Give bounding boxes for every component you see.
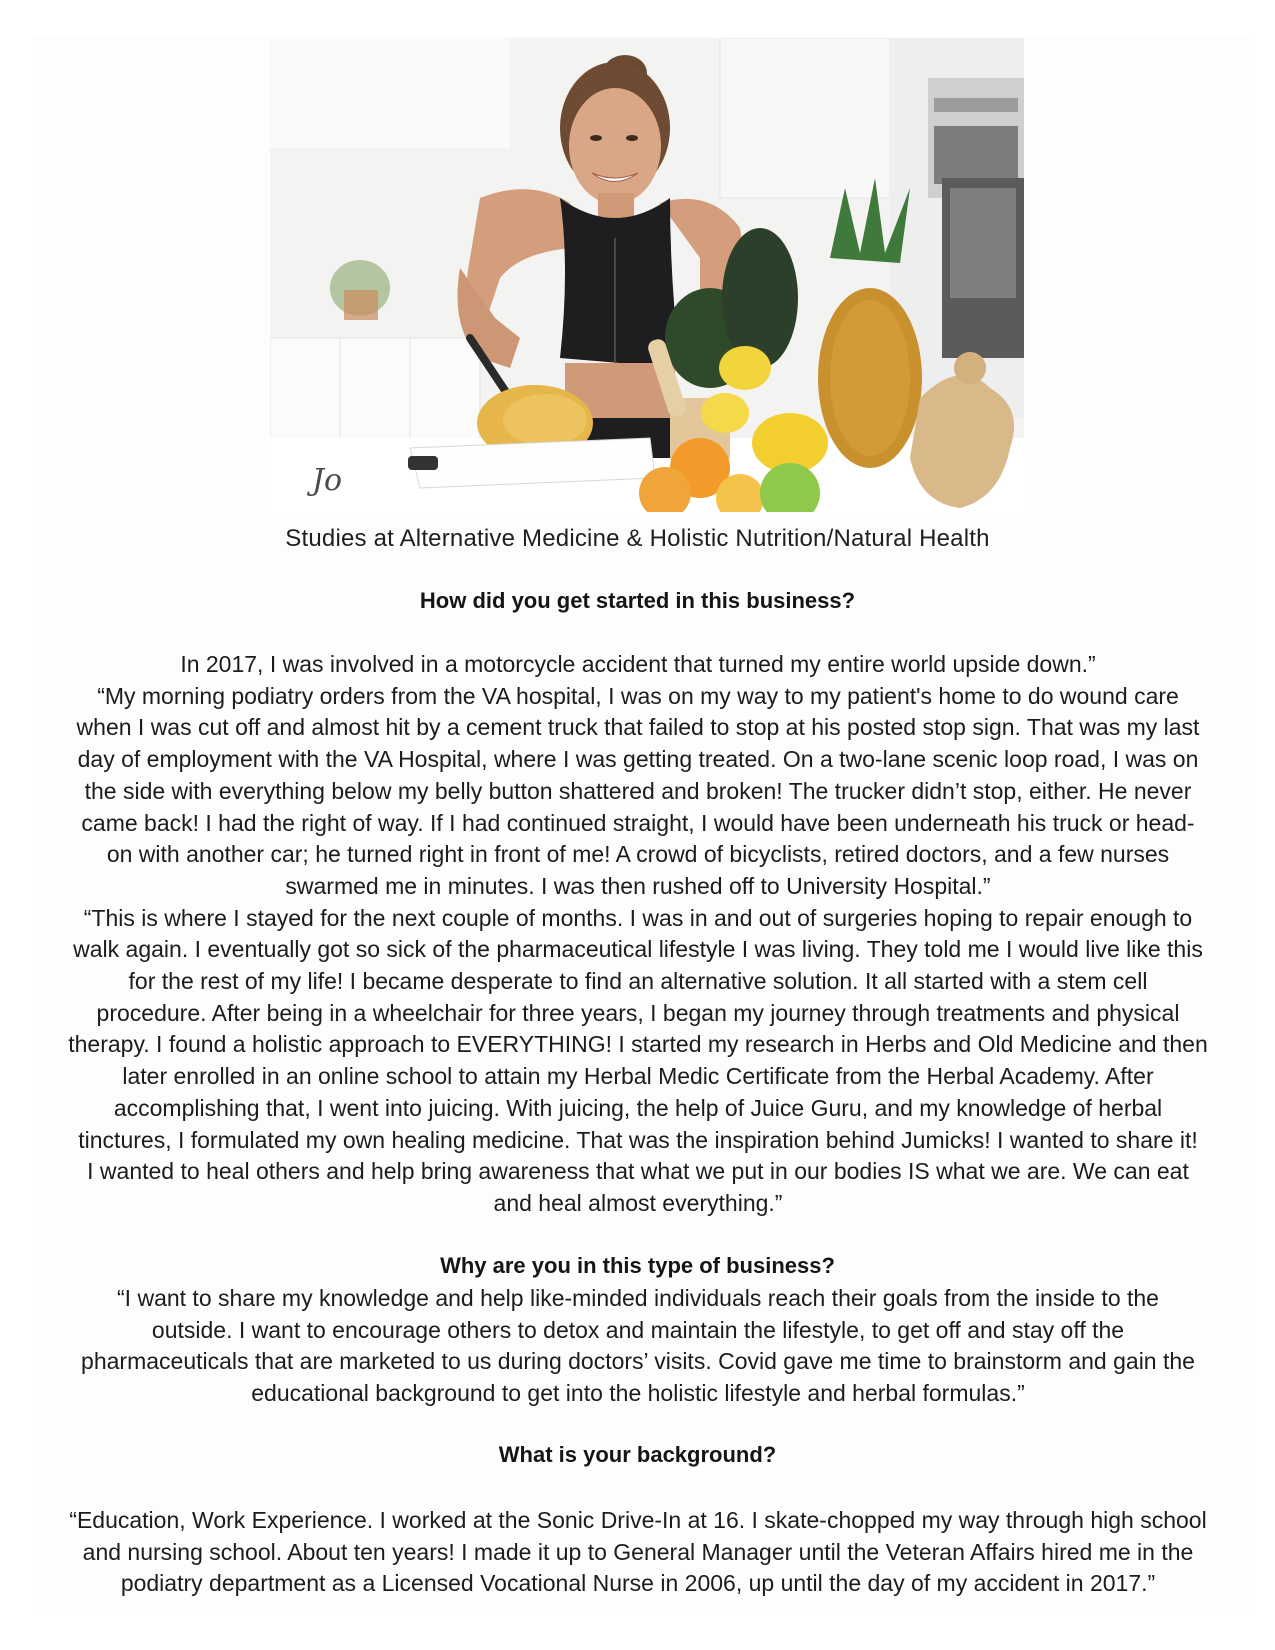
text-line: outside. I want to encourage others to detox and maintain the lifestyle, to get off and stay off the <box>151 1316 1125 1343</box>
text-line: “My morning podiatry orders from the VA hospital, I was on my way to my patient's home to do wound care <box>97 682 1179 709</box>
text-line: when I was cut off and almost hit by a cement truck that failed to stop at his posted stop sign. That was my last <box>76 714 1200 741</box>
text-line: later enrolled in an online school to attain my Herbal Medic Certificate from the Herbal Academy. After <box>122 1063 1154 1090</box>
section-paragraph-why <box>34 1283 1242 1410</box>
section-heading-started: How did you get started in this business? <box>419 588 856 613</box>
text-line: for the rest of my life! I became desperate to find an alternative solution. It all started with a stem cell <box>128 968 1148 995</box>
text-line: therapy. I found a holistic approach to EVERYTHING! I started my research in Herbs and Old Medicine and then <box>68 1031 1208 1058</box>
text-line: came back! I had the right of way. If I had continued straight, I would have been underneath his truck or head- <box>81 809 1195 836</box>
text-line: walk again. I eventually got so sick of the pharmaceutical lifestyle I was living. They told me I would live like this <box>73 936 1203 963</box>
text-line: and nursing school. About ten years! I made it up to General Manager until the Veteran Affairs hired me in the <box>82 1538 1194 1565</box>
section-paragraph-started <box>34 649 1242 1220</box>
photographer-signature: Jo <box>312 463 343 498</box>
text-line: pharmaceuticals that are marketed to us during doctors’ visits. Covid gave me time to brainstorm and gain the <box>81 1348 1195 1375</box>
text-line: In 2017, I was involved in a motorcycle accident that turned my entire world upside down.” <box>180 651 1096 677</box>
text-line: I wanted to heal others and help bring awareness that what we put in our bodies IS what we are. We can eat <box>87 1158 1189 1185</box>
text-line: “This is where I stayed for the next couple of months. I was in and out of surgeries hoping to repair enough to <box>83 904 1193 931</box>
section-heading-why: Why are you in this type of business? <box>440 1253 835 1278</box>
caption: Studies at Alternative Medicine & Holistic Nutrition/Natural Health <box>285 525 990 552</box>
text-line: swarmed me in minutes. I was then rushed off to University Hospital.” <box>285 872 991 899</box>
text-line: day of employment with the VA Hospital, where I was getting treated. On a two-lane scenic loop road, I was on <box>77 746 1199 773</box>
text-line: on with another car; he turned right in front of me! A crowd of bicyclists, retired doctors, and a few nurses <box>106 841 1170 868</box>
text-line: accomplishing that, I went into juicing. With juicing, the help of Juice Guru, and my knowledge of herbal <box>113 1094 1163 1121</box>
kitchen-photo <box>270 38 1024 512</box>
text-line: educational background to get into the holistic lifestyle and herbal formulas.” <box>251 1380 1025 1407</box>
section-paragraph-background <box>34 1505 1242 1600</box>
text-line: tinctures, I formulated my own healing medicine. That was the inspiration behind Jumicks! I wanted to share it! <box>78 1126 1198 1153</box>
text-line: podiatry department as a Licensed Vocational Nurse in 2006, up until the day of my accident in 2017.” <box>120 1570 1156 1597</box>
text-line: the side with everything below my belly button shattered and broken! The trucker didn’t stop, either. He never <box>84 777 1192 804</box>
section-heading-background: What is your background? <box>498 1442 777 1467</box>
text-line: “Education, Work Experience. I worked at the Sonic Drive-In at 16. I skate-chopped my way through high school <box>69 1507 1207 1533</box>
text-line: and heal almost everything.” <box>493 1189 783 1216</box>
text-line: “I want to share my knowledge and help like-minded individuals reach their goals from the inside to the <box>117 1285 1159 1311</box>
text-line: procedure. After being in a wheelchair for three years, I began my journey through treatments and physical <box>96 999 1180 1026</box>
